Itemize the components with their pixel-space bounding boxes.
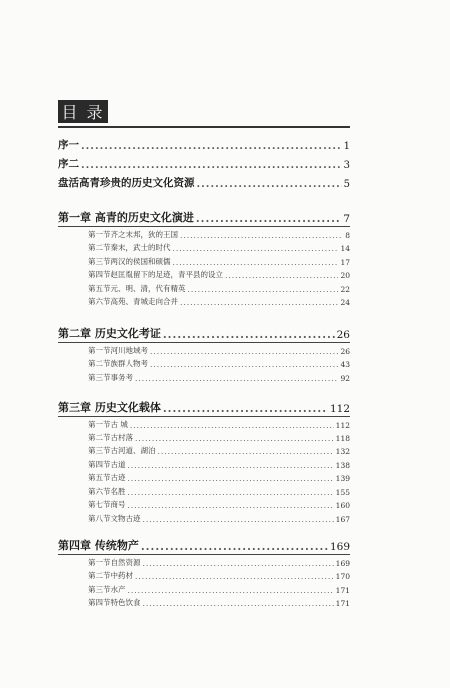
chapter-entry[interactable] (58, 210, 350, 225)
section-page: 169 (335, 559, 350, 568)
section-title: 事务考 (110, 373, 133, 382)
section-page: 112 (335, 421, 350, 430)
leader-dots (150, 360, 338, 369)
section-number: 第二节 (88, 359, 111, 368)
section-title: 古河道、湖泊 (110, 446, 156, 455)
section-title: 两汉的侯国和硕儒 (110, 257, 171, 266)
section-page: 8 (345, 231, 350, 240)
chapter-rule (58, 416, 350, 417)
section-title: 齐之末邦，狄的王国 (110, 230, 178, 239)
section-number: 第二节 (88, 433, 111, 442)
section-title: 古迹 (110, 473, 126, 482)
section-title: 自然资源 (110, 558, 141, 567)
section-page: 139 (335, 474, 350, 483)
leader-dots (163, 328, 335, 341)
chapter-title: 第三章 历史文化载体 (58, 401, 161, 414)
section-number: 第三节 (88, 446, 111, 455)
section-entry[interactable] (88, 269, 350, 280)
chapter-entry[interactable] (58, 538, 350, 553)
section-page: 20 (340, 271, 350, 280)
chapter-title: 第四章 传统物产 (58, 539, 139, 552)
leader-dots (81, 140, 342, 152)
section-title: 高苑、青城走向合并 (110, 297, 178, 306)
section-entry[interactable] (88, 345, 350, 356)
section-number: 第三节 (88, 257, 111, 266)
section-title: 族群人物考 (110, 359, 148, 368)
section-entry[interactable] (88, 358, 350, 369)
chapter-entry[interactable] (58, 400, 350, 415)
leader-dots (173, 244, 339, 253)
leader-dots (128, 488, 334, 497)
section-title: 元、明、清，代有精英 (110, 284, 186, 293)
section-entry[interactable] (88, 459, 350, 470)
section-title: 古道 (110, 460, 126, 469)
leader-dots (128, 461, 334, 470)
leader-dots (81, 159, 342, 171)
toc-entry[interactable] (58, 157, 350, 171)
chapter-title: 第二章 历史文化考证 (58, 327, 161, 340)
leader-dots (163, 402, 328, 415)
entry-title: 盘活高青珍贵的历史文化资源 (58, 177, 195, 189)
section-entry[interactable] (88, 513, 350, 524)
chapter-page: 7 (343, 213, 350, 225)
leader-dots (188, 285, 339, 294)
leader-dots (173, 258, 339, 267)
section-entry[interactable] (88, 419, 350, 430)
leader-dots (143, 515, 334, 524)
section-entry[interactable] (88, 372, 350, 383)
section-title: 特色饮食 (110, 598, 141, 607)
section-number: 第五节 (88, 473, 111, 482)
toc-header: 目 录 (58, 100, 108, 123)
chapter-page: 169 (329, 541, 350, 553)
section-page: 155 (335, 488, 350, 497)
toc-entry[interactable] (58, 138, 350, 152)
chapter-entry[interactable] (58, 326, 350, 341)
section-page: 17 (340, 258, 350, 267)
section-number: 第八节 (88, 514, 111, 523)
section-title: 商号 (110, 500, 126, 509)
section-entry[interactable] (88, 584, 350, 595)
chapter-rule (58, 342, 350, 343)
leader-dots (150, 347, 338, 356)
chapter-rule (58, 226, 350, 227)
entry-title: 序二 (58, 158, 79, 170)
section-number: 第四节 (88, 270, 111, 279)
section-page: 167 (335, 515, 350, 524)
leader-dots (180, 298, 338, 307)
leader-dots (128, 474, 334, 483)
chapter-page: 26 (336, 329, 350, 341)
section-number: 第四节 (88, 460, 111, 469)
section-page: 22 (340, 285, 350, 294)
section-entry[interactable] (88, 472, 350, 483)
header-rule (58, 126, 350, 128)
entry-page: 1 (343, 141, 350, 152)
section-entry[interactable] (88, 499, 350, 510)
leader-dots (158, 447, 334, 456)
section-page: 132 (335, 447, 350, 456)
section-title: 赵匡胤留下的足迹，青平县的设立 (110, 270, 223, 279)
section-number: 第六节 (88, 297, 111, 306)
section-number: 第三节 (88, 373, 111, 382)
leader-dots (130, 421, 334, 430)
leader-dots (128, 501, 334, 510)
chapter-page: 112 (329, 403, 350, 415)
section-page: 171 (335, 586, 350, 595)
section-number: 第二节 (88, 571, 111, 580)
section-page: 160 (335, 501, 350, 510)
section-entry[interactable] (88, 256, 350, 267)
entry-page: 5 (343, 179, 350, 190)
leader-dots (180, 231, 343, 240)
section-entry[interactable] (88, 242, 350, 253)
toc-entry[interactable] (58, 176, 350, 190)
section-number: 第二节 (88, 243, 111, 252)
section-entry[interactable] (88, 432, 350, 443)
leader-dots (196, 212, 341, 225)
entry-page: 3 (343, 160, 350, 171)
section-title: 古村落 (110, 433, 133, 442)
section-page: 43 (340, 360, 350, 369)
section-number: 第七节 (88, 500, 111, 509)
leader-dots (135, 572, 334, 581)
section-entry[interactable] (88, 597, 350, 608)
section-title: 水产 (110, 585, 126, 594)
section-page: 26 (340, 347, 350, 356)
section-page: 171 (335, 599, 350, 608)
leader-dots (128, 586, 334, 595)
leader-dots (143, 559, 334, 568)
section-number: 第一节 (88, 558, 111, 567)
section-title: 名胜 (110, 487, 126, 496)
section-entry[interactable] (88, 486, 350, 497)
section-number: 第五节 (88, 284, 111, 293)
section-title: 文物古迹 (110, 514, 141, 523)
leader-dots (197, 178, 342, 190)
chapter-title: 第一章 高青的历史文化演进 (58, 211, 194, 224)
section-page: 170 (335, 572, 350, 581)
leader-dots (135, 374, 338, 383)
section-title: 古 城 (110, 420, 128, 429)
section-number: 第六节 (88, 487, 111, 496)
section-number: 第一节 (88, 420, 111, 429)
section-number: 第四节 (88, 598, 111, 607)
section-title: 秦末，武士的时代 (110, 243, 171, 252)
section-page: 14 (340, 244, 350, 253)
section-number: 第三节 (88, 585, 111, 594)
section-entry[interactable] (88, 283, 350, 294)
leader-dots (141, 540, 328, 553)
leader-dots (225, 271, 338, 280)
section-entry[interactable] (88, 229, 350, 240)
section-page: 24 (340, 298, 350, 307)
section-title: 中药材 (110, 571, 133, 580)
entry-title: 序一 (58, 139, 79, 151)
section-number: 第一节 (88, 346, 111, 355)
section-number: 第一节 (88, 230, 111, 239)
section-entry[interactable] (88, 296, 350, 307)
section-title: 河川地域考 (110, 346, 148, 355)
chapter-rule (58, 554, 350, 555)
section-page: 118 (335, 434, 350, 443)
leader-dots (135, 434, 334, 443)
leader-dots (143, 599, 334, 608)
section-page: 138 (335, 461, 350, 470)
section-entry[interactable] (88, 570, 350, 581)
section-page: 92 (340, 374, 350, 383)
section-entry[interactable] (88, 445, 350, 456)
section-entry[interactable] (88, 557, 350, 568)
